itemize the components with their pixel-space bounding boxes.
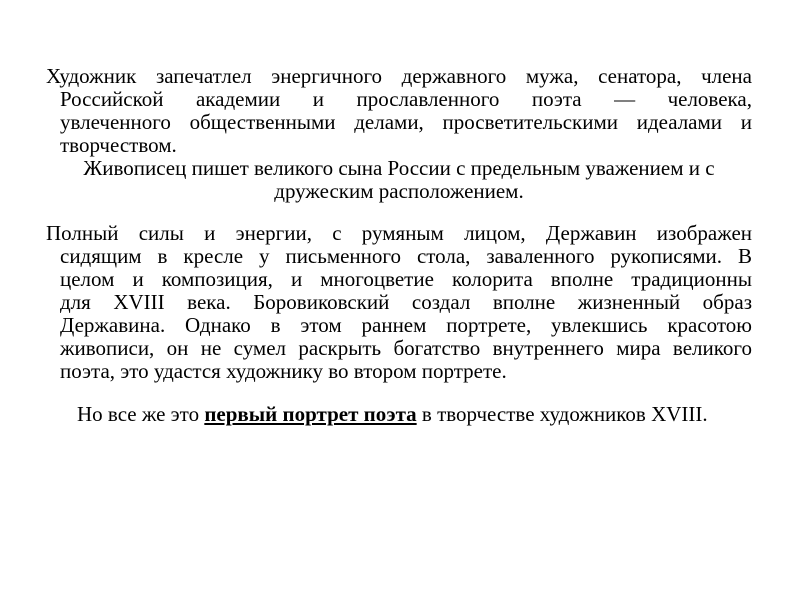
text-line: Художник запечатлел энергичного державного мужа, сенатора, члена (46, 64, 752, 88)
paragraph-painter-respect (46, 157, 752, 203)
text-line: для XVIII века. Боровиковский создал вполне жизненный образ (60, 290, 752, 314)
text-line: Российской академии и прославленного поэта — человека, (60, 87, 752, 111)
paragraph-first-portrait-conclusion (77, 403, 752, 426)
emphasized-text: первый портрет поэта (204, 402, 417, 426)
text-segment: в творчестве художников XVIII. (416, 402, 708, 426)
text-line: поэта, это удастся художнику во втором портрете. (60, 359, 507, 383)
text-line: Полный силы и энергии, с румяным лицом, Державин изображен (46, 221, 752, 245)
paragraph-portrait-analysis (46, 222, 752, 383)
text-segment: Но все же это (77, 402, 205, 426)
paragraph-artist-description (46, 65, 752, 157)
text-line: сидящим в кресле у письменного стола, заваленного рукописями. В (60, 244, 752, 268)
text-line: увлеченного общественными делами, просветительскими идеалами и (60, 110, 752, 134)
text-line: живописи, он не сумел раскрыть богатство внутреннего мира великого (60, 336, 752, 360)
text-line: целом и композиция, и многоцветие колорита вполне традиционны (60, 267, 752, 291)
text-line: Державина. Однако в этом раннем портрете, увлекшись красотою (60, 313, 752, 337)
text-line: дружеским расположением. (274, 179, 524, 203)
text-block (46, 65, 752, 426)
text-line: творчеством. (60, 133, 177, 157)
text-line: Живописец пишет великого сына России с предельным уважением и с (83, 156, 715, 180)
